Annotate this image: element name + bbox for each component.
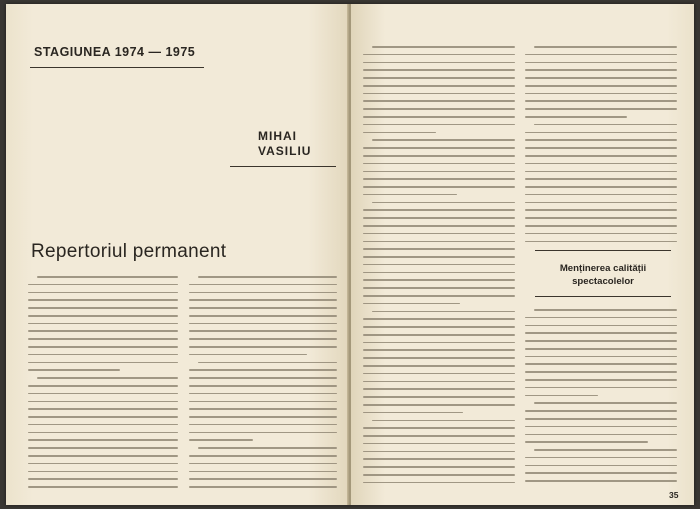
text-line — [363, 318, 515, 320]
text-column-4-lower — [525, 309, 677, 488]
text-line — [363, 482, 515, 484]
text-line — [363, 194, 457, 196]
text-column-4-upper — [525, 46, 677, 248]
text-line — [198, 276, 337, 278]
text-line — [363, 124, 515, 126]
text-line — [28, 315, 178, 317]
text-line — [198, 447, 337, 449]
text-line — [189, 354, 307, 356]
text-line — [189, 463, 337, 465]
text-line — [189, 455, 337, 457]
author-name — [258, 129, 311, 159]
text-line — [28, 401, 178, 403]
author-last-name: VASILIU — [258, 144, 312, 158]
text-line — [28, 447, 178, 449]
text-line — [189, 471, 337, 473]
text-line — [363, 295, 515, 297]
text-line — [525, 108, 677, 110]
text-line — [37, 377, 178, 379]
text-column-2 — [189, 276, 337, 494]
text-line — [363, 233, 515, 235]
text-line — [525, 241, 677, 243]
text-line — [189, 377, 337, 379]
text-line — [28, 408, 178, 410]
text-line — [525, 340, 677, 342]
season-rule — [30, 67, 204, 68]
text-line — [28, 455, 178, 457]
text-line — [525, 379, 677, 381]
author-first-name: MIHAI — [258, 129, 297, 143]
text-line — [525, 465, 677, 467]
text-line — [525, 77, 677, 79]
text-line — [525, 100, 677, 102]
text-line — [37, 276, 178, 278]
section-title-line-1: Menținerea calității — [559, 263, 647, 274]
text-line — [28, 354, 178, 356]
text-line — [28, 338, 178, 340]
text-line — [534, 402, 677, 404]
text-line — [28, 463, 178, 465]
text-line — [363, 287, 515, 289]
text-line — [189, 408, 337, 410]
text-line — [28, 323, 178, 325]
text-line — [363, 466, 515, 468]
text-line — [525, 363, 677, 365]
text-line — [28, 432, 178, 434]
text-line — [363, 171, 515, 173]
text-line — [189, 338, 337, 340]
text-line — [534, 309, 677, 311]
book-spread — [6, 4, 694, 505]
text-line — [525, 116, 627, 118]
text-line — [363, 264, 515, 266]
text-line — [363, 474, 515, 476]
text-line — [525, 85, 677, 87]
text-line — [363, 248, 515, 250]
text-line — [372, 420, 515, 422]
author-rule — [230, 166, 336, 167]
text-line — [534, 46, 677, 48]
text-line — [525, 155, 677, 157]
text-line — [189, 299, 337, 301]
text-line — [363, 342, 515, 344]
text-line — [363, 85, 515, 87]
text-line — [28, 369, 120, 371]
text-line — [28, 393, 178, 395]
text-line — [525, 225, 677, 227]
text-line — [525, 171, 677, 173]
text-line — [525, 233, 677, 235]
text-line — [363, 443, 515, 445]
text-line — [363, 326, 515, 328]
text-line — [525, 186, 677, 188]
text-line — [363, 178, 515, 180]
text-line — [363, 427, 515, 429]
text-line — [525, 54, 677, 56]
text-line — [525, 472, 677, 474]
text-line — [363, 62, 515, 64]
text-line — [189, 346, 337, 348]
text-line — [363, 373, 515, 375]
text-line — [525, 441, 648, 443]
text-line — [28, 362, 178, 364]
text-line — [363, 451, 515, 453]
text-line — [189, 385, 337, 387]
text-line — [372, 311, 515, 313]
text-line — [189, 439, 253, 441]
text-line — [189, 478, 337, 480]
text-line — [189, 416, 337, 418]
text-line — [525, 93, 677, 95]
season-heading: STAGIUNEA 1974 — 1975 — [34, 45, 196, 59]
text-line — [525, 356, 677, 358]
text-line — [363, 349, 515, 351]
text-line — [363, 77, 515, 79]
text-line — [28, 416, 178, 418]
text-line — [189, 369, 337, 371]
text-line — [363, 209, 515, 211]
text-line — [363, 256, 515, 258]
text-line — [525, 348, 677, 350]
text-line — [525, 410, 677, 412]
text-line — [363, 272, 515, 274]
text-line — [363, 186, 515, 188]
text-line — [525, 132, 677, 134]
text-line — [363, 334, 515, 336]
text-line — [525, 395, 598, 397]
text-line — [372, 46, 515, 48]
text-line — [525, 147, 677, 149]
text-line — [525, 434, 677, 436]
text-line — [534, 124, 677, 126]
text-line — [363, 54, 515, 56]
text-line — [525, 202, 677, 204]
article-title: Repertoriul permanent — [31, 241, 227, 262]
text-line — [525, 217, 677, 219]
text-line — [372, 202, 515, 204]
text-line — [28, 439, 178, 441]
text-line — [534, 449, 677, 451]
text-line — [363, 404, 515, 406]
text-line — [189, 315, 337, 317]
text-line — [363, 458, 515, 460]
text-line — [525, 418, 677, 420]
text-line — [363, 225, 515, 227]
text-line — [525, 426, 677, 428]
text-line — [28, 486, 178, 488]
text-line — [28, 307, 178, 309]
text-line — [363, 381, 515, 383]
text-line — [525, 387, 677, 389]
section-box-title — [531, 262, 675, 288]
text-line — [28, 346, 178, 348]
text-line — [525, 139, 677, 141]
text-line — [363, 241, 515, 243]
text-column-1 — [28, 276, 178, 494]
text-line — [28, 478, 178, 480]
text-line — [28, 385, 178, 387]
text-line — [189, 330, 337, 332]
text-line — [525, 480, 677, 482]
text-line — [189, 424, 337, 426]
text-line — [372, 139, 515, 141]
text-line — [525, 209, 677, 211]
text-line — [363, 100, 515, 102]
text-line — [198, 362, 337, 364]
text-line — [363, 69, 515, 71]
text-line — [525, 163, 677, 165]
section-title-line-2: spectacolelor — [572, 276, 634, 287]
text-line — [363, 217, 515, 219]
text-line — [363, 132, 436, 134]
text-line — [525, 371, 677, 373]
text-line — [363, 365, 515, 367]
text-line — [189, 486, 337, 488]
text-line — [363, 108, 515, 110]
text-line — [525, 69, 677, 71]
text-line — [363, 279, 515, 281]
text-line — [363, 147, 515, 149]
text-line — [28, 299, 178, 301]
text-line — [189, 284, 337, 286]
text-line — [363, 93, 515, 95]
text-line — [28, 292, 178, 294]
text-line — [363, 155, 515, 157]
text-line — [363, 303, 460, 305]
left-page — [6, 4, 349, 505]
text-line — [525, 332, 677, 334]
box-top-rule — [535, 250, 671, 251]
text-line — [189, 323, 337, 325]
text-line — [28, 424, 178, 426]
text-line — [189, 292, 337, 294]
page-number: 35 — [669, 490, 679, 500]
text-line — [525, 325, 677, 327]
text-line — [525, 178, 677, 180]
text-line — [363, 435, 515, 437]
text-line — [525, 317, 677, 319]
text-line — [363, 388, 515, 390]
text-line — [189, 393, 337, 395]
text-line — [28, 471, 178, 473]
text-line — [525, 457, 677, 459]
text-line — [189, 432, 337, 434]
text-line — [363, 412, 463, 414]
text-line — [189, 401, 337, 403]
text-line — [28, 284, 178, 286]
text-line — [363, 396, 515, 398]
text-line — [525, 62, 677, 64]
text-line — [189, 307, 337, 309]
box-bottom-rule — [535, 296, 671, 297]
text-line — [525, 194, 677, 196]
text-line — [363, 163, 515, 165]
text-line — [363, 116, 515, 118]
text-line — [363, 357, 515, 359]
text-column-3 — [363, 46, 515, 490]
right-page — [351, 4, 694, 505]
text-line — [28, 330, 178, 332]
